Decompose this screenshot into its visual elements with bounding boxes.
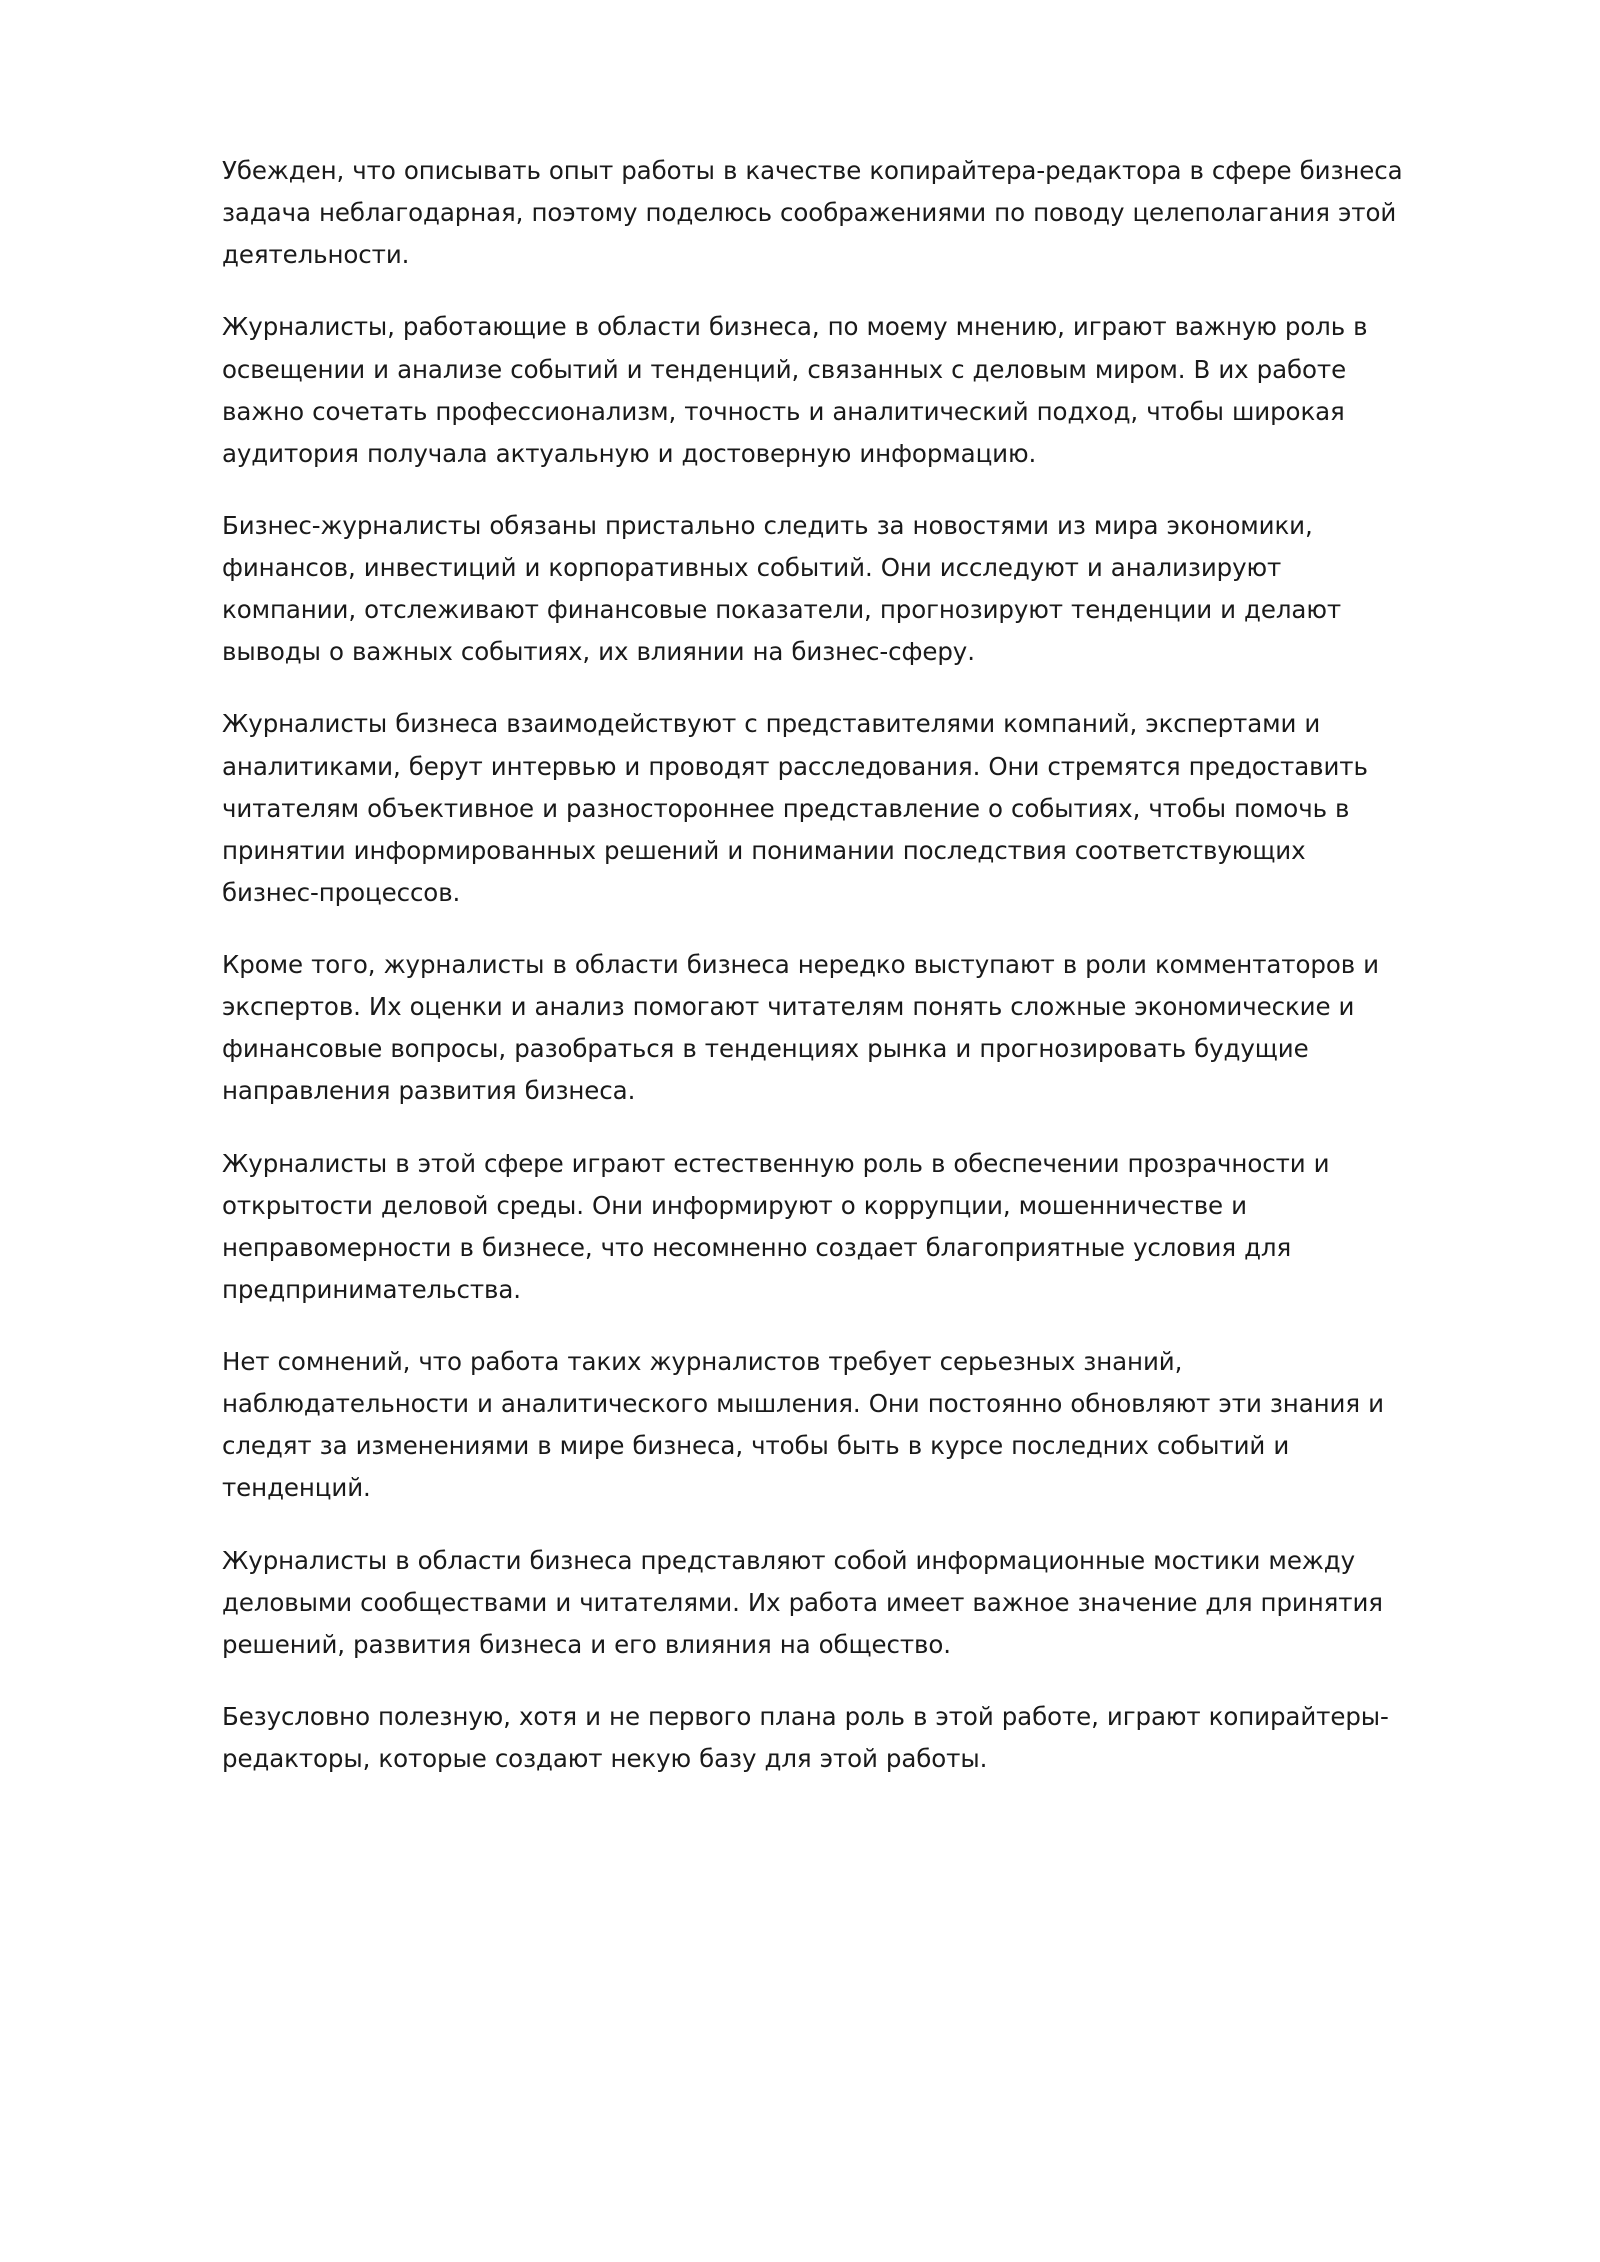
- paragraph: Безусловно полезную, хотя и не первого плана роль в этой работе, играют копирайтеры-редакторы, которые создают некую базу для этой работы.: [222, 1701, 1389, 1773]
- document-body: [222, 150, 1407, 1780]
- paragraph: Бизнес-журналисты обязаны пристально следить за новостями из мира экономики, финансов, инвестиций и корпоративных событий. Они исследуют и анализируют компании, отслеживают финансовые показатели, прогнозируют тенденции и делают выводы о важных событиях, их влиянии на бизнес-сферу.: [222, 510, 1342, 667]
- paragraph: Журналисты, работающие в области бизнеса, по моему мнению, играют важную роль в освещении и анализе событий и тенденций, связанных с деловым миром. В их работе важно сочетать профессионализм, точность и аналитический подход, чтобы широкая аудитория получала актуальную и достоверную информацию.: [222, 312, 1368, 468]
- paragraph: Журналисты в области бизнеса представляют собой информационные мостики между деловыми сообществами и читателями. Их работа имеет важное значение для принятия решений, развития бизнеса и его влияния на общество.: [222, 1545, 1383, 1659]
- paragraph: Нет сомнений, что работа таких журналистов требует серьезных знаний, наблюдательности и аналитического мышления. Они постоянно обновляют эти знания и следят за изменениями в мире бизнеса, чтобы быть в курсе последних событий и тенденций.: [222, 1347, 1384, 1503]
- paragraph: Журналисты бизнеса взаимодействуют с представителями компаний, экспертами и аналитиками, берут интервью и проводят расследования. Они стремятся предоставить читателям объективное и разностороннее представление о событиях, чтобы помочь в принятии информированных решений и понимании последствия соответствующих бизнес-процессов.: [222, 709, 1368, 907]
- paragraph: Кроме того, журналисты в области бизнеса нередко выступают в роли комментаторов и экспертов. Их оценки и анализ помогают читателям понять сложные экономические и финансовые вопросы, разобраться в тенденциях рынка и прогнозировать будущие направления развития бизнеса.: [222, 950, 1379, 1106]
- paragraph: Убежден, что описывать опыт работы в качестве копирайтера-редактора в сфере бизнеса задача неблагодарная, поэтому поделюсь соображениями по поводу целеполагания этой деятельности.: [222, 156, 1403, 270]
- paragraph: Журналисты в этой сфере играют естественную роль в обеспечении прозрачности и открытости деловой среды. Они информируют о коррупции, мошенничестве и неправомерности в бизнесе, что несомненно создает благоприятные условия для предпринимательства.: [222, 1148, 1330, 1304]
